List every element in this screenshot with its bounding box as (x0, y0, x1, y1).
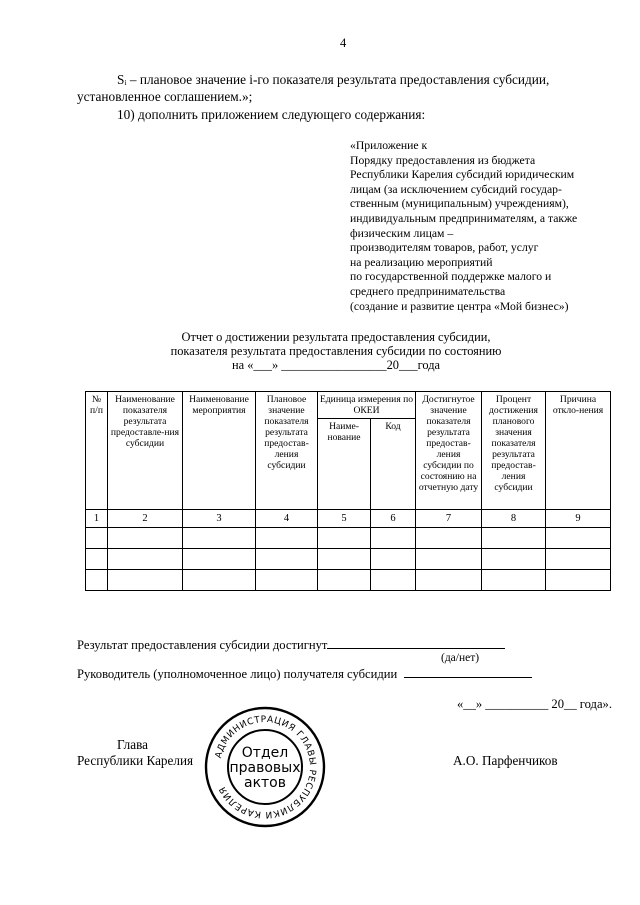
table-row (86, 528, 611, 549)
result-hint: (да/нет) (441, 652, 480, 664)
signature-title-2: Республики Карелия (77, 753, 194, 768)
report-table (85, 391, 611, 591)
report-title-line-1: Отчет о достижении результата предоставления субсидии, (181, 330, 491, 344)
page-number: 4 (340, 36, 347, 50)
table-row (86, 570, 611, 591)
item-10: 10) дополнить приложением следующего содержания: (117, 107, 426, 122)
stamp-seal (203, 705, 327, 829)
header-number: № п/п (86, 392, 108, 510)
column-number: 4 (256, 510, 318, 528)
head-label: Руководитель (уполномоченное лицо) получателя субсидии (77, 667, 398, 681)
result-blank (327, 637, 505, 649)
appendix-caption (350, 139, 577, 314)
appendix-line: индивидуальным предпринимателям, а также (350, 211, 578, 225)
column-number: 9 (546, 510, 611, 528)
appendix-line: Республики Карелия субсидий юридическим (350, 168, 575, 182)
header-achieved-value: Достигнутое значение показателя результата предостав-ления субсидии по состоянию на отчетную дату (416, 392, 482, 510)
column-number: 2 (108, 510, 183, 528)
stamp-ring-text: АДМИНИСТРАЦИЯ ГЛАВЫ РЕСПУБЛИКИ КАРЕЛИЯ (213, 714, 318, 820)
intro-line-1: Sᵢ – плановое значение i-го показателя результата предоставления субсидии, (117, 72, 550, 87)
appendix-line: по государственной поддержке малого и (350, 270, 552, 284)
head-line (77, 666, 532, 682)
report-title-line-2: показателя результата предоставления субсидии по состоянию (170, 344, 502, 358)
result-label: Результат предоставления субсидии достигнут (77, 638, 328, 652)
header-unit-name: Наиме-нование (318, 419, 371, 510)
appendix-line: на реализацию мероприятий (350, 255, 493, 269)
appendix-line: физическим лицам – (350, 226, 454, 240)
head-blank (404, 666, 532, 678)
stamp-center-line-1: Отдел (241, 745, 289, 761)
header-percent: Процент достижения планового значения показателя результата предостав-ления субсидии (482, 392, 546, 510)
appendix-line: производителям товаров, работ, услуг (350, 241, 539, 255)
stamp-center-line-3: актов (243, 775, 287, 791)
intro-line-2: установленное соглашением.»; (77, 89, 253, 104)
appendix-line: лицам (за исключением субсидий государ- (350, 182, 562, 196)
appendix-line: Порядку предоставления из бюджета (350, 153, 536, 167)
column-number: 1 (86, 510, 108, 528)
report-title-line-3: на «___» _________________20___года (231, 358, 440, 372)
date-line: «__» __________ 20__ года». (456, 697, 612, 711)
result-line (77, 637, 505, 653)
column-number: 6 (371, 510, 416, 528)
column-number: 5 (318, 510, 371, 528)
header-unit: Единица измерения по ОКЕИ (318, 392, 416, 419)
appendix-line: «Приложение к (350, 139, 428, 152)
signature-name: А.О. Парфенчиков (453, 753, 558, 768)
header-indicator-name: Наименование показателя результата предоставле-ния субсидии (108, 392, 183, 510)
column-number: 3 (183, 510, 256, 528)
appendix-line: среднего предпринимательства (350, 284, 506, 298)
appendix-line: (создание и развитие центра «Мой бизнес») (350, 299, 569, 313)
table-row (86, 549, 611, 570)
column-number: 8 (482, 510, 546, 528)
signature-title-1: Глава (117, 737, 148, 752)
header-unit-code: Код (371, 419, 416, 510)
appendix-line: ственным (муниципальным) учреждениям), (350, 197, 569, 211)
header-deviation-reason: Причина откло-нения (546, 392, 611, 510)
header-event-name: Наименование мероприятия (183, 392, 256, 510)
header-planned-value: Плановое значение показателя результата предостав-ления субсидии (256, 392, 318, 510)
column-number: 7 (416, 510, 482, 528)
stamp-center-line-2: правовых (229, 760, 301, 776)
